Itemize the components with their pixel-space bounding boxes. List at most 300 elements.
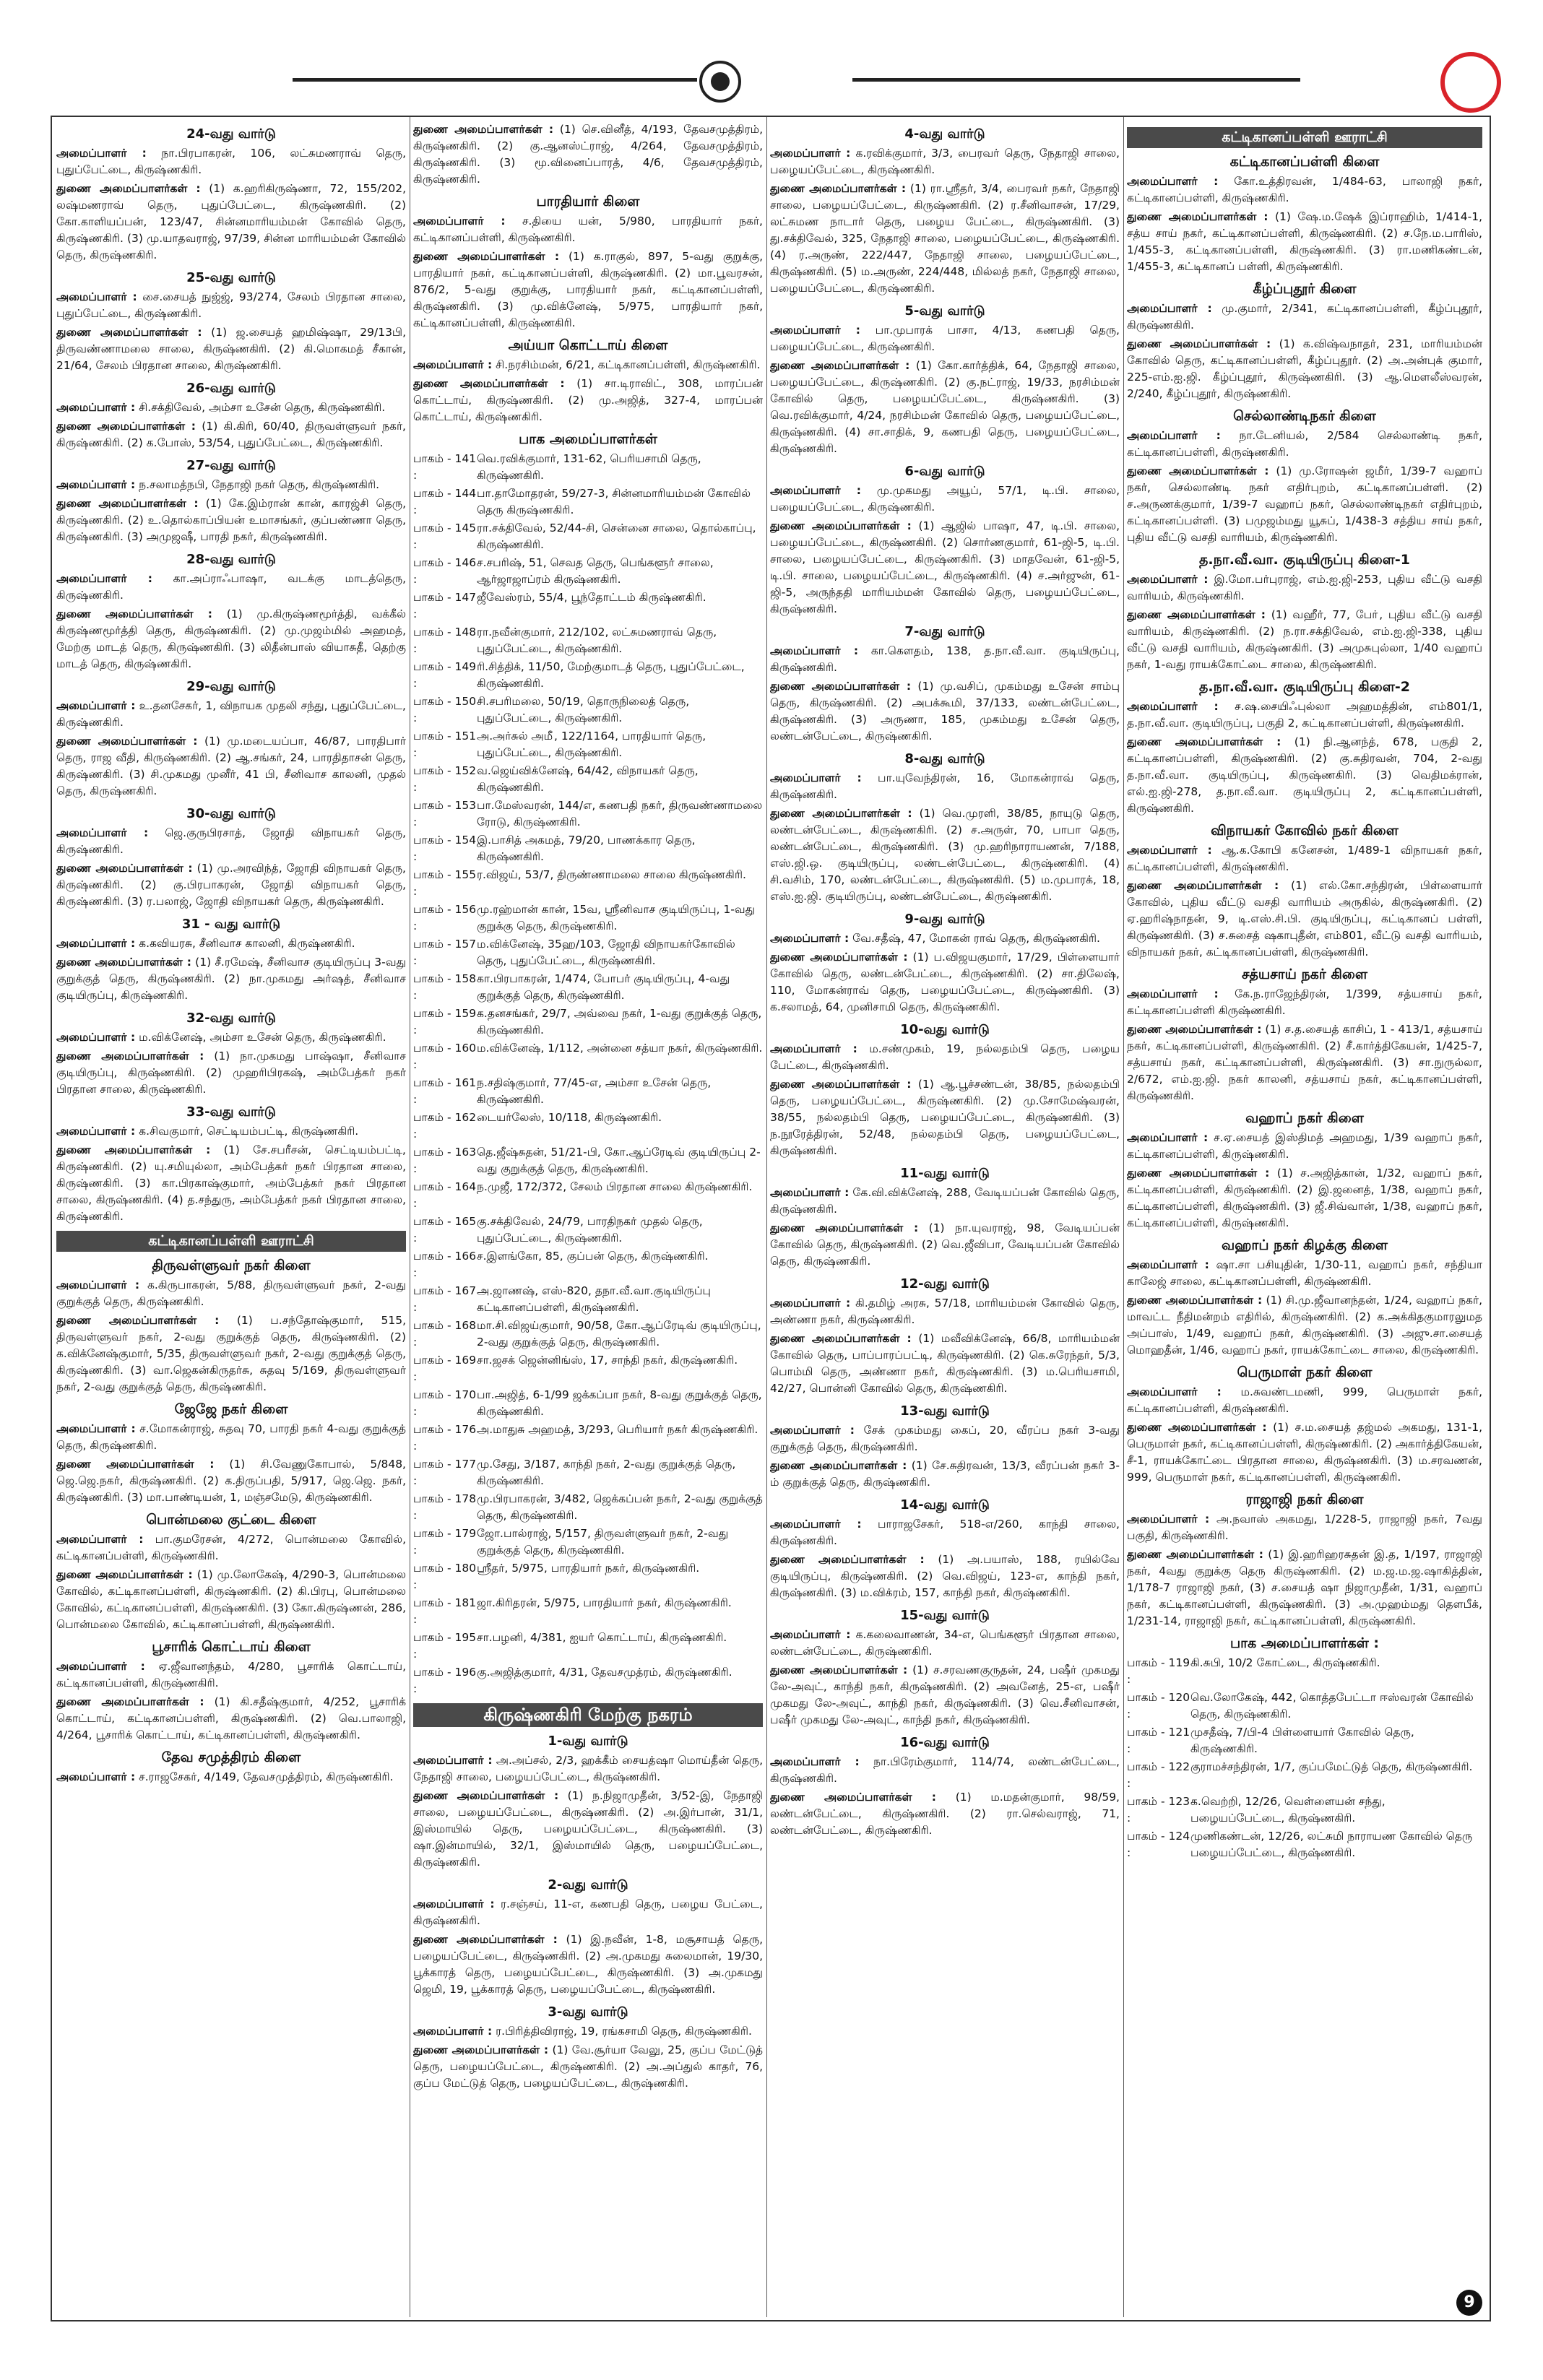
ward-heading: 13-வது வார்டு (900, 1403, 990, 1419)
organizer-entry (56, 289, 406, 322)
part-entry (413, 797, 763, 831)
part-text: பா.மேஸ்வரன், 144/எ, கணபதி நகர், திருவண்ணாமலை ரோடு, கிருஷ்ணகிரி. (477, 799, 763, 828)
deputy-text: (1) வெ.முரளி, 38/85, நாயுடு தெரு, லண்டன்பேட்டை, கிருஷ்ணகிரி. (2) ச.அருள், 70, பாபா தெரு, லண்டன்பேட்டை, கிருஷ்ணகிரி. (3) மு.ஹரிநாராயணன், 7/188, எஸ்.ஜி.ஒ. குடியிருப்பு, லண்டன்பேட்டை, கிருஷ்ணகிரி. (4) சி.வசிம், 170, லண்டன்பேட்டை, கிருஷ்ணகிரி. (5) ம.முபாரக், 18, எஸ்.ஐ.ஜி. குடியிருப்பு, லண்டன்பேட்டை, கிருஷ்ணகிரி. (770, 807, 1120, 903)
deputy-label: துணை அமைப்பாளர்கள் : (770, 359, 910, 372)
deputy-text: (1) கி.கிரி, 60/40, திருவள்ளுவர் நகர், கிருஷ்ணகிரி. (2) க.போஸ், 53/54, புதுப்பேட்டை, கிருஷ்ணகிரி. (56, 420, 406, 449)
deputy-entry (56, 1694, 406, 1744)
deputy-entry (1127, 1165, 1482, 1232)
part-number: பாகம் - 120 : (1127, 1691, 1190, 1721)
organizer-label: அமைப்பாளர் : (1127, 573, 1209, 586)
organizer-entry (1127, 173, 1482, 207)
part-entry (413, 589, 763, 623)
deputy-text: (1) கி.சதீஷ்குமார், 4/252, பூசாரிக் கொட்டாய், கட்டிகானப்பள்ளி, கிருஷ்ணகிரி. (2) வெ.பாலாஜி, 4/264, பூசாரிக் கொட்டாய், கட்டிகானப்பள்ளி, கிருஷ்ணகிரி. (56, 1695, 406, 1741)
organizer-entry (413, 2023, 763, 2040)
deputy-label: துணை அமைப்பாளர்கள் : (1127, 210, 1268, 223)
deputy-entry (56, 1312, 406, 1395)
part-entry (413, 1595, 763, 1628)
part-entry (1127, 1828, 1482, 1861)
section-block (770, 1497, 1120, 1601)
branch-heading: பொன்மலை குட்டை கிளை (146, 1512, 316, 1528)
section-block (56, 1401, 406, 1506)
deputy-entry (413, 376, 763, 425)
organizer-entry (770, 1041, 1120, 1074)
part-text: டையர்லேஸ், 10/118, கிருஷ்ணகிரி. (477, 1111, 662, 1124)
organizer-entry (770, 1295, 1120, 1328)
part-text: சி.சபரிமலை, 50/19, தொருநிலைத் தெரு, புதுப்பேட்டை, கிருஷ்ணகிரி. (477, 695, 690, 724)
organizer-text: ஏ.ஜீவானந்தம், 4/280, பூசாரிக் கொட்டாய், கட்டிகானப்பள்ளி, கிருஷ்ணகிரி. (56, 1660, 406, 1689)
organizer-entry (56, 1421, 406, 1454)
part-text: வெ.ரவிக்குமார், 131-62, பெரியசாமி தெரு, கிருஷ்ணகிரி. (477, 452, 701, 482)
section-block (56, 1258, 406, 1395)
organizer-text: ம.சுவண்டமணி, 999, பெருமாள் நகர், கட்டிகானப்பள்ளி, கிருஷ்ணகிரி. (1127, 1385, 1482, 1415)
deputy-text: (1) நி.ஆனந்த், 678, பகுதி 2, கட்டிகானப்பள்ளி, கிருஷ்ணகிரி. (2) கு.சுதிரவன், 704, 2-வது த.நா.வீ.வா. குடியிருப்பு, கிருஷ்ணகிரி. (3) வெதிமக்ரான், எல்.ஐ.ஜி-278, த.நா.வீ.வா. குடியிருப்பு 2, கட்டிகானப்பள்ளி, கிருஷ்ணகிரி. (1127, 735, 1482, 815)
deputy-text: (1) கோ.கார்த்திக், 64, நேதாஜி சாலை, பழையப்பேட்டை, கிருஷ்ணகிரி. (2) கு.நட்ராஜ், 19/33, நரசிம்மன் கோவில் தெரு, பழையப்பேட்டை, கிருஷ்ணகிரி. (3) வெ.ரவிக்குமார், 4/24, நரசிம்மன் கோவில் தெரு, பழையப்பேட்டை, கிருஷ்ணகிரி. (4) சா.சாதிக், 9, கணபதி தெரு, பழையப்பேட்டை, கிருஷ்ணகிரி. (770, 359, 1120, 455)
deputy-label: துணை அமைப்பாளர்கள் : (1127, 1167, 1270, 1180)
deputy-label: துணை அமைப்பாளர்கள் : (56, 497, 199, 510)
organizer-entry (56, 571, 406, 604)
deputy-label: துணை அமைப்பாளர்கள் : (56, 956, 191, 969)
column-2 (413, 121, 763, 2310)
organizer-entry (770, 1627, 1120, 1660)
organizer-entry (413, 1752, 763, 1786)
deputy-entry (770, 181, 1120, 297)
deputy-label: துணை அமைப்பாளர்கள் : (770, 1459, 907, 1472)
deputy-text: (1) மு.மடையப்பா, 46/87, பாரதிபார் தெரு, ராஜ வீதி, கிருஷ்ணகிரி. (2) ஆ.சங்கர், 24, பாரதிதாசன் தெரு, கிருஷ்ணகிரி. (3) சி.முகமது முனீர், 41 பி, சீனிவாச காலனி, முதல் தெரு, கிருஷ்ணகிரி. (56, 735, 406, 797)
deputy-label: துணை அமைப்பாளர்கள் : (56, 862, 193, 875)
section-block (413, 337, 763, 425)
organizer-text: பா.குமரேசன், 4/272, பொன்மலை கோவில், கட்டிகானப்பள்ளி, கிருஷ்ணகிரி. (56, 1533, 406, 1562)
branch-heading: ராஜாஜி நகர் கிளை (1245, 1492, 1364, 1507)
organizer-entry (770, 770, 1120, 803)
deputy-entry (56, 606, 406, 672)
part-number: பாகம் - 144 : (413, 487, 477, 516)
ward-heading: 16-வது வார்டு (900, 1735, 990, 1750)
deputy-entry (56, 1567, 406, 1633)
deputy-text: (1) க.விஷ்வநாதர், 231, மாரியம்மன் கோவில் தெரு, கட்டிகானப்பள்ளி, கீழ்ப்புதூர். (2) அ.அன்புக் குமார், 225-எம்.ஐ.ஜி. கீழ்ப்புதூர், கிருஷ்ணகிரி. (3) ஆ.மௌலீஸ்வரன், 2/240, கீழ்ப்புதூர், கிருஷ்ணகிரி. (1127, 337, 1482, 400)
organizer-label: அமைப்பாளர் : (1127, 844, 1212, 857)
section-block (56, 1639, 406, 1744)
part-text: கு.சக்திவேல், 24/79, பாரதிநகர் முதல் தெரு, புதுப்பேட்டை, கிருஷ்ணகிரி. (477, 1215, 703, 1245)
organizer-label: அமைப்பாளர் : (56, 1533, 144, 1546)
deputy-text: (1) மு.அரவிந்த், ஜோதி விநாயகர் தெரு, கிருஷ்ணகிரி. (2) கு.பிரபாகரன், ஜோதி விநாயகர் தெரு, கிருஷ்ணகிரி. (3) ர.பலாஜ், ஜோதி விநாயகர் தெரு, கிருஷ்ணகிரி. (56, 862, 406, 908)
organizer-text: கா.கௌதம், 138, த.நா.வீ.வா. குடியிருப்பு, கிருஷ்ணகிரி. (770, 644, 1120, 674)
deputy-label: துணை அமைப்பாளர்கள் : (770, 1663, 908, 1676)
organizer-text: பா.முபாரக் பாசா, 4/13, கணபதி தெரு, பழையப்பேட்டை, கிருஷ்ணகிரி. (770, 324, 1120, 353)
organizer-label: அமைப்பாளர் : (56, 699, 136, 712)
deputy-text: (1) சீ.ரமேஷ், சீனிவாச குடியிருப்பு 3-வது குறுக்குத் தெரு, கிருஷ்ணகிரி. (2) நா.முகமது அர்ஷத், சீனிவாச குடியிருப்பு, கிருஷ்ணகிரி. (56, 956, 406, 1002)
deputy-text: (1) க.ஹரிகிருஷ்ணா, 72, 155/202, லஷ்மணராவ் தெரு, புதுப்பேட்டை, கிருஷ்ணகிரி. (2) கோ.காளியப்பன், 123/47, சின்னமாரியம்மன் கோவில் தெரு, கிருஷ்ணகிரி. (3) மு.யாதவராஜ், 97/39, சின்ன மாரியம்மன் கோவில் தெரு, கிருஷ்ணகிரி. (56, 182, 406, 261)
organizer-entry (56, 1123, 406, 1140)
branch-heading: கீழ்ப்புதூர் கிளை (1253, 281, 1357, 297)
deputy-entry (770, 805, 1120, 905)
part-entry (413, 1630, 763, 1663)
organizer-label: அமைப்பாளர் : (770, 644, 859, 657)
deputy-text: (1) சே.சுதிரவன், 13/3, வீரப்பன் நகர் 3-ம் குறுக்குத் தெரு, கிருஷ்ணகிரி. (770, 1459, 1120, 1489)
section-block (56, 1104, 406, 1225)
organizer-entry (770, 483, 1120, 516)
branch-heading: விநாயகர் கோவில் நகர் கிளை (1211, 823, 1399, 839)
deputy-entry (1127, 1021, 1482, 1104)
deputy-label: துணை அமைப்பாளர்கள் : (1127, 1421, 1267, 1434)
part-number: பாகம் - 152 : (413, 764, 477, 794)
part-entry (413, 901, 763, 935)
part-number: பாகம் - 150 : (413, 695, 477, 724)
organizer-label: அமைப்பாளர் : (1127, 700, 1219, 713)
deputy-text: (1) எல்.கோ.சந்திரன், பிள்ளையார் கோவில், புதிய வீட்டு வசதி வாரியம் அருகில், கிருஷ்ணகிரி. (2) ஏ.ஹரிஷ்நாதன், 9, டி.எஸ்.சி.பி. குடியிருப்பு, கட்டிகானப் பள்ளி, கிருஷ்ணகிரி. (3) ச.சுசைத் ஷகாபுதீன், எம்801, வீட்டு வசதி வாரியம், விநாயகர் நகர், கட்டிகானப்பள்ளி, கிருஷ்ணகிரி. (1127, 879, 1482, 959)
part-number: பாகம் - 151 : (413, 730, 477, 759)
organizer-entry (413, 213, 763, 246)
organizer-label: அமைப்பாளர் : (770, 147, 851, 160)
ward-heading: 4-வது வார்டு (904, 126, 985, 142)
part-text: ஸ்ரீதர், 5/975, பாரதியார் நகர், கிருஷ்ணகிரி. (477, 1562, 700, 1575)
deputy-label: துணை அமைப்பாளர்கள் : (56, 735, 198, 748)
deputy-label: துணை அமைப்பாளர்கள் : (770, 951, 908, 964)
branch-heading: சத்யசாய் நகர் கிளை (1241, 966, 1368, 982)
ward-heading: 15-வது வார்டு (900, 1608, 990, 1623)
organizer-text: கா.அப்ராஃபாஷா, வடக்கு மாடத்தெரு, கிருஷ்ணகிரி. (56, 572, 406, 602)
deputy-label: துணை அமைப்பாளர்கள் : (56, 1143, 211, 1156)
part-number: பாகம் - 122 : (1127, 1760, 1190, 1790)
organizer-text: கி.தமிழ் அரசு, 57/18, மாரியம்மன் கோவில் தெரு, அண்ணா நகர், கிருஷ்ணகிரி. (770, 1297, 1120, 1326)
organizer-text: ஜெ.குருபிரசாத், ஜோதி விநாயகர் தெரு, கிருஷ்ணகிரி. (56, 826, 406, 856)
section-block (56, 1512, 406, 1633)
ward-heading: 29-வது வார்டு (186, 679, 276, 694)
deputy-entry (1127, 607, 1482, 673)
part-number: பாகம் - 119 : (1127, 1656, 1190, 1686)
part-entry (413, 1664, 763, 1697)
deputy-label: துணை அமைப்பாளர்கள் : (770, 680, 912, 693)
deputy-text: (1) மு.ரோஷன் ஜமீர், 1/39-7 வஹாப் நகர், செல்லாண்டி நகர் எதிர்புறம், கட்டிகானப்பள்ளி. (2) ச.அருணக்குமார், 1/39-7 வஹாப் நகர், செல்லாண்டிநகர் எதிர்புறம், கட்டிகானப்பள்ளி. (3) பமுஜம்மது யூசுப், 1/438-3 சத்திய சாய் நகர், புதிய வீட்டு வசதி வாரியம், கிருஷ்ணகிரி. (1127, 464, 1482, 544)
section-block (1127, 679, 1482, 817)
deputy-label: துணை அமைப்பாளர்கள் : (413, 123, 554, 136)
organizer-entry (56, 1531, 406, 1565)
part-text: மு.பிரபாகரன், 3/482, ஜெக்கப்பன் நகர், 2-வது குறுக்குத் தெரு, கிருஷ்ணகிரி. (477, 1492, 763, 1522)
part-text: இ.பாசித் அகமத், 79/20, பாணக்கார தெரு, கிருஷ்ணகிரி. (477, 834, 696, 863)
section-banner: கிருஷ்ணகிரி மேற்கு நகரம் (413, 1703, 763, 1727)
section-block (1127, 408, 1482, 546)
part-entry (413, 1317, 763, 1351)
part-text: முசதீஷ், 7/பி-4 பிள்ளையார் கோவில் தெரு, கிருஷ்ணகிரி. (1190, 1726, 1414, 1755)
organizer-entry (1127, 428, 1482, 461)
part-entry (413, 1179, 763, 1212)
part-number: பாகம் - 153 : (413, 799, 477, 828)
organizer-entry (770, 643, 1120, 676)
organizer-text: சை.சையத் நுஜ்ஜ், 93/274, சேலம் பிரதான சாலை, புதுப்பேட்டை, கிருஷ்ணகிரி. (56, 290, 406, 320)
branch-heading: திருவள்ளுவர் நகர் கிளை (152, 1258, 311, 1273)
deputy-entry (770, 678, 1120, 745)
deputy-label: துணை அமைப்பாளர்கள் : (56, 607, 212, 620)
part-entry (413, 485, 763, 519)
section-block (1127, 823, 1482, 961)
branch-heading: செல்லாண்டிநகர் கிளை (1233, 408, 1376, 424)
part-number: பாகம் - 195 : (413, 1631, 477, 1661)
section-block (1127, 1635, 1482, 1861)
deputy-label: துணை அமைப்பாளர்கள் : (1127, 337, 1271, 350)
part-entry (413, 971, 763, 1004)
deputy-label: துணை அமைப்பாளர்கள் : (1127, 1548, 1263, 1561)
branch-heading: தேவ சமுத்திரம் கிளை (161, 1749, 301, 1765)
part-entry (413, 1491, 763, 1524)
part-entry (413, 693, 763, 727)
deputy-text: (1) ரா.ஸ்ரீதர், 3/4, பைரவர் நகர், நேதாஜி சாலை, பழையப்பேட்டை, கிருஷ்ணகிரி. (2) ர.சீனிவாசன், 17/29, லட்சுமண நாடார் தெரு, பழைய பேட்டை, கிருஷ்ணகிரி. (3) து.சக்திவேல், 325, நேதாஜி சாலை, பழையப்பேட்டை, கிருஷ்ணகிரி. (4) ர.அருண், 222/447, நேதாஜி சாலை, பழையப்பேட்டை, கிருஷ்ணகிரி. (5) ம.அருண், 224/448, மில்லத் நகர், நேதாஜி சாலை, பழையப்பேட்டை, கிருஷ்ணகிரி. (770, 182, 1120, 295)
section-block (1127, 1237, 1482, 1359)
section-block (770, 463, 1120, 618)
organizer-label: அமைப்பாளர் : (1127, 429, 1221, 442)
branch-heading: பெருமாள் நகர் கிளை (1237, 1364, 1373, 1380)
organizer-entry (770, 145, 1120, 178)
section-block (413, 2004, 763, 2092)
deputy-text: (1) இ.நவீன், 1-8, மசூசாயத் தெரு, பழையப்பேட்டை, கிருஷ்ணகிரி. (2) அ.முகமது சுலைமான், 19/30, பூக்காரத் தெரு, பழையப்பேட்டை, கிருஷ்ணகிரி. (3) அ.முகமது ஜெமி, 19, பூக்காரத் தெரு, பழையப்பேட்டை, கிருஷ்ணகிரி. (413, 1933, 763, 1996)
deputy-label: துணை அமைப்பாளர்கள் : (413, 1789, 559, 1802)
part-entry (1127, 1655, 1482, 1688)
part-text: ச.இளங்கோ, 85, குப்பன் தெரு, கிருஷ்ணகிரி. (477, 1250, 709, 1263)
ward-heading: 30-வது வார்டு (186, 806, 276, 821)
part-number: பாகம் - 145 : (413, 522, 477, 551)
deputy-text: (1) ஜ.சையத் ஹமிஷ்ஷா, 29/13பி, திருவண்ணாமலை சாலை, கிருஷ்ணகிரி. (2) கி.மொகமத் சீகான், 21/64, சேலம் பிரதான சாலை, கிருஷ்ணகிரி. (56, 326, 406, 372)
section-block (1127, 1364, 1482, 1486)
organizer-label: அமைப்பாளர் : (413, 215, 506, 228)
part-entry (413, 624, 763, 657)
deputy-text: (1) ப.விஜயகுமார், 17/29, பிள்ளையார் கோவில் தெரு, லண்டன்பேட்டை, கிருஷ்ணகிரி. (2) சா.திலேஷ், 110, மோகன்ராவ் தெரு, பழையப்பேட்டை, கிருஷ்ணகிரி. (3) க.சலாமத், 64, முனிசாமி தெரு, கிருஷ்ணகிரி. (770, 951, 1120, 1013)
deputy-text: (1) அ.பயாஸ், 188, ரயில்வே குடியிருப்பு, கிருஷ்ணகிரி. (2) வெ.விஜய், 123-எ, காந்தி நகர், கிருஷ்ணகிரி. (3) ம.விக்ரம், 157, காந்தி நகர், கிருஷ்ணகிரி. (770, 1553, 1120, 1599)
column-3 (770, 121, 1120, 2310)
organizer-label: அமைப்பாளர் : (770, 1297, 851, 1310)
column-4 (1127, 121, 1482, 2310)
section-block (1127, 552, 1482, 673)
organizer-label: அமைப்பாளர் : (770, 1042, 857, 1055)
part-text: மா.சி.விஜய்குமார், 90/58, கோ.ஆப்ரேடிவ் குடியிருப்பு, 2-வது குறுக்குத் தெரு, கிருஷ்ணகிரி. (477, 1319, 761, 1349)
organizer-label: அமைப்பாளர் : (1127, 175, 1219, 188)
part-entry (413, 1109, 763, 1143)
part-entry (413, 1144, 763, 1177)
part-entry (413, 832, 763, 865)
section-block (56, 1010, 406, 1098)
organizer-label: அமைப்பாளர் : (413, 1897, 495, 1911)
organizer-label: அமைப்பாளர் : (56, 1125, 136, 1138)
organizer-label: அமைப்பாளர் : (413, 1754, 493, 1767)
deputy-label: துணை அமைப்பாளர்கள் : (1127, 1294, 1263, 1307)
part-entry (413, 1075, 763, 1108)
part-entry (413, 1005, 763, 1039)
section-block (413, 1703, 763, 1727)
organizer-entry (56, 399, 406, 416)
part-text: மு.சேது, 3/187, காந்தி நகர், 2-வது குறுக்குத் தெரு, கிருஷ்ணகிரி. (477, 1458, 736, 1487)
organizer-entry (56, 698, 406, 731)
section-block (770, 750, 1120, 905)
part-text: ர.விஜய், 53/7, திருண்ணாமலை சாலை கிருஷ்ணகிரி. (477, 868, 746, 881)
ward-heading: 10-வது வார்டு (900, 1022, 990, 1037)
deputy-entry (770, 1330, 1120, 1397)
ward-heading: 3-வது வார்டு (548, 2004, 628, 2020)
deputy-label: துணை அமைப்பாளர்கள் : (770, 1791, 936, 1804)
deputy-label: துணை அமைப்பாளர்கள் : (413, 250, 560, 263)
deputy-label: துணை அமைப்பாளர்கள் : (1127, 464, 1269, 477)
deputy-label: துணை அமைப்பாளர்கள் : (413, 377, 565, 390)
deputy-entry (1127, 336, 1482, 402)
organizer-text: உ.தனசேகர், 1, விநாயக முதலி சந்து, புதுப்பேட்டை, கிருஷ்ணகிரி. (56, 699, 406, 729)
part-entry (1127, 1689, 1482, 1723)
organizer-text: ம.விக்னேஷ், அம்சா உசேன் தெரு, கிருஷ்ணகிரி. (139, 1031, 386, 1044)
organizer-text: ர.பிரித்திவிராஜ், 19, ரங்கசாமி தெரு, கிருஷ்ணகிரி. (496, 2025, 752, 2038)
deputy-text: (1) நா.யுவராஜ், 98, வேடியப்பன் கோவில் தெரு, கிருஷ்ணகிரி. (2) வெ.ஜீவிபா, வேடியப்பன் கோவில் தெரு, கிருஷ்ணகிரி. (770, 1221, 1120, 1268)
organizer-text: சி.சக்திவேல், அம்சா உசேன் தெரு, கிருஷ்ணகிரி. (139, 401, 386, 414)
organizer-entry (413, 1896, 763, 1929)
deputy-entry (1127, 209, 1482, 275)
part-number: பாகம் - 168 : (413, 1319, 477, 1349)
deputy-entry (770, 518, 1120, 618)
part-number: பாகம் - 158 : (413, 972, 477, 1002)
organizer-label: அமைப்பாளர் : (56, 1422, 136, 1435)
deputy-entry (56, 181, 406, 264)
organizer-entry (1127, 986, 1482, 1019)
part-text: க.தனசங்கர், 29/7, அவ்வை நகர், 1-வது குறுக்குத் தெரு, கிருஷ்ணகிரி. (477, 1007, 762, 1037)
deputy-label: துணை அமைப்பாளர்கள் : (770, 1553, 925, 1566)
organizer-label: அமைப்பாளர் : (56, 478, 136, 491)
deputy-text: (1) ஷே.ம.ஷேக் இப்ராஹிம், 1/414-1, சத்ய சாய் நகர், கட்டிகானப்பள்ளி, கிருஷ்ணகிரி. (2) ச.நே.ம.பாரிஸ், 1/455-3, கட்டிகானப்பள்ளி, கிருஷ்ணகிரி. (3) ரா.மணிகண்டன், 1/455-3, கட்டிகானப் பள்ளி, கிருஷ்ணகிரி. (1127, 210, 1482, 273)
section-block (770, 623, 1120, 745)
section-block (770, 1403, 1120, 1491)
section-block (56, 805, 406, 910)
deputy-entry (770, 1662, 1120, 1728)
part-entry (1127, 1793, 1482, 1827)
deputy-entry (56, 324, 406, 374)
part-number: பாகம் - 181 : (413, 1596, 477, 1626)
deputy-entry (56, 733, 406, 800)
part-text: சா.ஜசக் ஜென்னிங்ஸ், 17, சாந்தி நகர், கிருஷ்ணகிரி. (477, 1354, 738, 1367)
part-text: க.வெற்றி, 12/26, வெள்ளையன் சந்து, பழையப்பேட்டை, கிருஷ்ணகிரி. (1190, 1795, 1386, 1825)
ward-heading: 33-வது வார்டு (186, 1104, 276, 1120)
deputy-text: (1) க.ராகுல், 897, 5-வது குறுக்கு, பாரதியார் நகர், கட்டிகானப்பள்ளி, கிருஷ்ணகிரி. (2) மா.பூவரசன், 876/2, 5-வது குறுக்கு, பாரதியார் நகர், கட்டிகானப்பள்ளி, கிருஷ்ணகிரி. (3) மு.விக்னேஷ், 5/975, பாரதியார் நகர், கட்டிகானப்பள்ளி, கிருஷ்ணகிரி. (413, 250, 763, 329)
organizer-label: அமைப்பாளர் : (1127, 987, 1219, 1000)
branch-heading: பாரதியார் கிளை (536, 194, 640, 209)
part-number: பாகம் - 176 : (413, 1423, 477, 1453)
deputy-label: துணை அமைப்பாளர்கள் : (1127, 735, 1281, 748)
part-text: குராமச்சந்திரன், 1/7, குப்பமேட்டுத் தெரு, கிருஷ்ணகிரி. (1190, 1760, 1473, 1773)
part-text: ஜோ.பால்ராஜ், 5/157, திருவள்ளுவர் நகர், 2-வது குறுக்குத் தெரு, கிருஷ்ணகிரி. (477, 1527, 729, 1557)
deputy-text: (1) ச.சரவணகுருதன், 24, பஷீர் முகமது லே-அவுட், காந்தி நகர், கிருஷ்ணகிரி. (2) அவனேத், 25-எ, பஷீர் முகமது லே-அவுட், காந்தி நகர், கிருஷ்ணகிரி. (3) வெ.சீனிவாசன், பஷீர் முகமது லே-அவுட், காந்தி நகர், கிருஷ்ணகிரி. (770, 1663, 1120, 1726)
deputy-entry (413, 2042, 763, 2092)
deputy-label: துணை அமைப்பாளர்கள் : (770, 1332, 912, 1345)
section-block (56, 380, 406, 451)
deputy-text: (1) ம.மதன்குமார், 98/59, லண்டன்பேட்டை, கிருஷ்ணகிரி. (2) ரா.செல்வராஜ், 71, லண்டன்பேட்டை, கிருஷ்ணகிரி. (770, 1791, 1120, 1837)
part-number: பாகம் - 155 : (413, 868, 477, 898)
deputy-entry (1127, 734, 1482, 817)
branch-heading: வஹாப் நகர் கிளை (1245, 1110, 1364, 1126)
organizer-text: நா.டேனியல், 2/584 செல்லாண்டி நகர், கட்டிகானப்பள்ளி, கிருஷ்ணகிரி. (1127, 429, 1482, 459)
organizer-label: அமைப்பாளர் : (56, 290, 137, 303)
organizer-label: அமைப்பாளர் : (413, 358, 493, 371)
organizer-entry (770, 930, 1120, 947)
part-text: ம.விக்னேஷ், 35ஹ/103, ஜோதி விநாயகர்கோவில் தெரு, புதுப்பேட்டை, கிருஷ்ணகிரி. (477, 938, 735, 967)
part-number: பாகம் - 166 : (413, 1250, 477, 1279)
section-block (56, 916, 406, 1004)
part-entry (413, 1560, 763, 1593)
deputy-entry (413, 1931, 763, 1998)
organizer-text: ந.சலாமத்நபி, நேதாஜி நகர் தெரு, கிருஷ்ணகிரி. (139, 478, 380, 491)
organizer-text: சி.நரசிம்மன், 6/21, கட்டிகானப்பள்ளி, கிருஷ்ணகிரி. (496, 358, 761, 371)
organizer-entry (56, 1658, 406, 1692)
deputy-text: (1) சி.மு.ஜீவானந்தன், 1/24, வஹாப் நகர், மாவட்ட நீதிமன்றம் எதிரில், கிருஷ்ணகிரி. (2) க.அக்கிதகுமாரலுமத அப்பாஸ், 1/49, வஹாப் நகர், கிருஷ்ணகிரி. (3) அஜு.சா.சையத் மொஹதீன், 1/46, வஹாப் நகர், ராயக்கோட்டை சாலை, கிருஷ்ணகிரி. (1127, 1294, 1482, 1356)
part-text: அ.அர்சுல் அமீ், 122/1164, பாரதியார் தெரு, புதுப்பேட்டை, கிருஷ்ணகிரி. (477, 730, 706, 759)
deputy-label: துணை அமைப்பாளர்கள் : (1127, 1023, 1262, 1036)
part-text: கா.பிரபாகரன், 1/474, போபர் குடியிருப்பு, 4-வது குறுக்குத் தெரு, கிருஷ்ணகிரி. (477, 972, 730, 1002)
organizer-label: அமைப்பாளர் : (770, 484, 861, 497)
part-entry (1127, 1759, 1482, 1792)
branch-heading: வஹாப் நகர் கிழக்கு கிளை (1221, 1237, 1388, 1253)
part-entry (413, 728, 763, 761)
part-number: பாகம் - 180 : (413, 1562, 477, 1591)
section-block (770, 911, 1120, 1016)
organizer-entry (770, 1516, 1120, 1549)
part-entry (413, 1213, 763, 1247)
organizer-entry (770, 1185, 1120, 1218)
organizer-label: அமைப்பாளர் : (1127, 1258, 1209, 1271)
section-block (413, 431, 763, 1697)
ward-heading: 8-வது வார்டு (904, 751, 985, 766)
deputy-text: (1) ஆ.பூச்சண்டன், 38/85, நல்லதம்பி தெரு, பழையப்பேட்டை, கிருஷ்ணகிரி. (2) மு.சோமேஷ்வரன், 38/55, நல்லதம்பி தெரு, பழையப்பேட்டை, கிருஷ்ணகிரி. (3) ந.நூரேத்திரன், 52/48, நல்லதம்பி தெரு, பழையப்பேட்டை, கிருஷ்ணகிரி. (770, 1078, 1120, 1157)
organizer-text: ச.ஏ.சையத் இஸ்திமத் அஹமது, 1/39 வஹாப் நகர், கட்டிகானப்பள்ளி, கிருஷ்ணகிரி. (1127, 1131, 1482, 1161)
organizer-entry (1127, 1130, 1482, 1163)
ward-heading: 7-வது வார்டு (904, 624, 985, 639)
section-block (413, 1877, 763, 1998)
part-text: தெ.ஜீஷ்சுதன், 51/21-பி, கோ.ஆப்ரேடிவ் குடியிருப்பு 2-வது குறுக்குத் தெரு, கிருஷ்ணகிரி. (477, 1146, 761, 1175)
branch-heading: த.நா.வீ.வா. குடியிருப்பு கிளை-2 (1199, 679, 1410, 695)
ward-heading: 25-வது வார்டு (186, 270, 276, 285)
part-entry (413, 451, 763, 484)
organizer-entry (1127, 1257, 1482, 1290)
part-number: பாகம் - 167 : (413, 1284, 477, 1314)
organizer-entry (1127, 300, 1482, 334)
part-entry (413, 1248, 763, 1281)
organizer-text: வே.சதீஷ், 47, மோகன் ராவ் தெரு, கிருஷ்ணகிரி. (852, 932, 1100, 945)
section-block (770, 303, 1120, 457)
deputy-text: (1) மவீவிக்னேஷ், 66/8, மாரியம்மன் கோவில் தெரு, பாப்பாரப்பட்டி, கிருஷ்ணகிரி. (2) கெ.சுரேந்தர், 5/3, பொம்மி தெரு, அண்ணா நகர், கிருஷ்ணகிரி. (3) ம.பெரியசாமி, 42/27, பொன்னி கோவில் தெரு, கிருஷ்ணகிரி. (770, 1332, 1120, 1395)
deputy-label: துணை அமைப்பாளர்கள் : (770, 182, 907, 195)
organizer-entry (770, 322, 1120, 355)
deputy-text: (1) ச.த.சையத் காசிப், 1 - 413/1, சத்யசாய் நகர், கட்டிகானப்பள்ளி, கிருஷ்ணகிரி. (2) சீ.கார்த்திகேயன், 1/425-7, சத்யசாய் நகர், கட்டிகானப்பள்ளி, கிருஷ்ணகிரி. (3) சா.நுருல்லா, 2/672, எம்.ஐ.ஜி. நகர் காலனி, சத்யசாய் நகர், கட்டிகானப்பள்ளி, கிருஷ்ணகிரி. (1127, 1023, 1482, 1102)
deputy-text: (1) வஹீர், 77, போ், புதிய வீட்டு வசதி வாரியம், கிருஷ்ணகிரி. (2) ந.ரா.சக்திவேல், எம்.ஐ.ஜி-338, புதிய வீட்டு வசதி வாரியம், கிருஷ்ணகிரி. (3) அமுசுபுல்லா, 1/40 வஹாப் நகர், 1-வது ராயக்கோட்டை சாலை, கிருஷ்ணகிரி. (1127, 608, 1482, 671)
deputy-entry (56, 496, 406, 545)
organizer-text: ச.மோகன்ராஜ், சுதவு 70, பாரதி நகர் 4-வது குறுக்குத் தெரு, கிருஷ்ணகிரி. (56, 1422, 406, 1452)
part-entry (413, 1456, 763, 1489)
deputy-entry (770, 1458, 1120, 1491)
deputy-entry (413, 121, 763, 188)
part-number: பாகம் - 157 : (413, 938, 477, 967)
organizer-text: க.சிவகுமார், செட்டியம்பட்டி, கிருஷ்ணகிரி. (139, 1125, 359, 1138)
deputy-text: (1) மு.லோகேஷ், 4/290-3, பொன்மலை கோவில், கட்டிகானப்பள்ளி, கிருஷ்ணகிரி. (2) கி.பிரபு, பொன்மலை கோவில், கட்டிகானப்பள்ளி, கிருஷ்ணகிரி. (3) கோ.கிருஷ்ணன், 286, பொன்மலை கோவில், கட்டிகானப்பள்ளி, கிருஷ்ணகிரி. (56, 1568, 406, 1631)
organizer-text: பாராஜசேகர், 518-எ/260, காந்தி சாலை, கிருஷ்ணகிரி. (770, 1518, 1120, 1547)
part-number: பாகம் - 163 : (413, 1146, 477, 1175)
part-entry (413, 1352, 763, 1385)
section-block (56, 551, 406, 672)
section-block (770, 126, 1120, 297)
organizer-label: அமைப்பாளர் : (56, 1031, 136, 1044)
deputy-text: (1) மு.கிருஷ்ணமூர்த்தி, வக்கீல் கிருஷ்ணமூர்த்தி தெரு, கிருஷ்ணகிரி. (2) மு.முஜம்மில் அஹமத், மேற்கு மாடத் தெரு, கிருஷ்ணகிரி. (3) லிதீன்பாஸ் வியாசுதீ, தெற்கு மாடத் தெரு, கிருஷ்ணகிரி. (56, 607, 406, 670)
column-1 (56, 121, 406, 2310)
part-text: கு.அஜித்குமார், 4/31, தேவசமுத்ரம், கிருஷ்ணகிரி. (477, 1666, 732, 1679)
organizer-text: கே.ந.ராஜேந்திரன், 1/399, சத்யசாய் நகர், கட்டிகானப்பள்ளி கிருஷ்ணகிரி. (1127, 987, 1482, 1017)
part-text: ந.சதிஷ்குமார், 77/45-எ, அம்சா உசேன் தெரு, கிருஷ்ணகிரி. (477, 1076, 712, 1106)
section-block (56, 1749, 406, 1786)
part-text: வ.ஜெய்விக்னேஷ், 64/42, விநாயகர் தெரு, கிருஷ்ணகிரி. (477, 764, 699, 794)
organizer-label: அமைப்பாளர் : (56, 572, 152, 585)
deputy-label: துணை அமைப்பாளர்கள் : (56, 1050, 204, 1063)
organizer-text: கோ.உத்திரவன், 1/484-63, பாலாஜி நகர், கட்டிகானப்பள்ளி, கிருஷ்ணகிரி. (1127, 175, 1482, 204)
organizer-label: அமைப்பாளர் : (770, 1628, 851, 1641)
organizer-entry (56, 825, 406, 858)
section-block (1127, 1110, 1482, 1232)
organizer-label: அமைப்பாளர் : (770, 1518, 862, 1531)
